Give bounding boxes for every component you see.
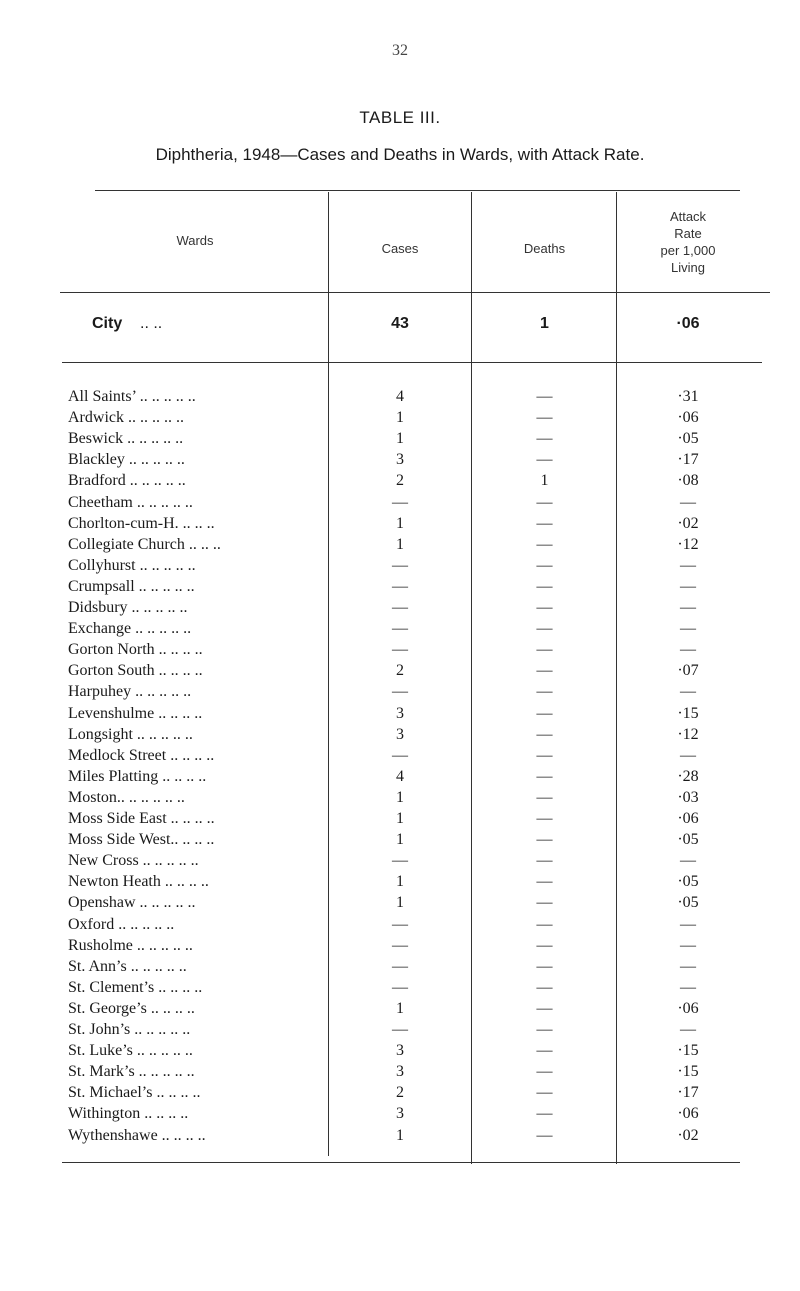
rate-value: ·17 xyxy=(677,1084,699,1102)
deaths-value: — xyxy=(536,852,553,870)
ward-name: St. Michael’s .. .. .. .. xyxy=(68,1084,201,1102)
table-row xyxy=(0,705,800,726)
deaths-value: — xyxy=(536,641,553,659)
deaths-value: — xyxy=(536,1126,553,1144)
page-number: 32 xyxy=(392,42,408,59)
ward-name: St. Luke’s .. .. .. .. .. xyxy=(68,1042,193,1060)
ward-name: Gorton South .. .. .. .. xyxy=(68,662,203,680)
ward-name: Gorton North .. .. .. .. xyxy=(68,641,203,659)
table-row xyxy=(0,451,800,472)
ward-name: Newton Heath .. .. .. .. xyxy=(68,873,209,891)
cases-value: 1 xyxy=(396,810,404,827)
rate-value: — xyxy=(680,957,696,975)
rate-value: ·15 xyxy=(677,1063,699,1081)
deaths-value: — xyxy=(536,978,553,996)
cases-value: 1 xyxy=(396,999,404,1017)
cases-value: 1 xyxy=(396,894,404,912)
table-row xyxy=(0,873,800,894)
deaths-value: — xyxy=(536,577,553,595)
city-bottom-rule xyxy=(62,362,762,363)
table-row xyxy=(0,662,800,683)
rate-value: ·05 xyxy=(677,894,699,912)
table-row xyxy=(0,810,800,831)
ward-name: Oxford .. .. .. .. .. xyxy=(68,915,175,933)
deaths-value: — xyxy=(536,683,553,701)
table-row xyxy=(0,683,800,704)
table-row xyxy=(0,831,800,852)
deaths-value: — xyxy=(536,514,553,532)
header-rate-line: Living xyxy=(671,260,705,275)
table-caption: Diphtheria, 1948—Cases and Deaths in Wards, with Attack Rate. xyxy=(155,145,645,164)
cases-value: 2 xyxy=(396,662,404,680)
ward-name: Blackley .. .. .. .. .. xyxy=(68,451,185,469)
table-row xyxy=(0,894,800,915)
cases-value: — xyxy=(392,978,408,996)
table-row xyxy=(0,916,800,937)
rate-value: ·06 xyxy=(677,999,699,1017)
cases-value: 1 xyxy=(396,535,404,553)
city-leader-dots: .. .. xyxy=(140,315,163,332)
cases-value: 3 xyxy=(396,1042,404,1060)
rate-value: — xyxy=(680,599,696,616)
table-row xyxy=(0,1084,800,1105)
cases-value: — xyxy=(392,852,408,870)
header-attack-rate xyxy=(618,208,758,276)
deaths-value: — xyxy=(536,388,553,405)
table-row xyxy=(0,1021,800,1042)
ward-name: Rusholme .. .. .. .. .. xyxy=(68,936,193,954)
rate-value: ·07 xyxy=(677,662,699,680)
header-wards: Wards xyxy=(176,233,214,248)
cases-value: — xyxy=(392,683,408,701)
deaths-value: — xyxy=(536,725,553,743)
deaths-value: 1 xyxy=(540,472,549,490)
rate-value: ·06 xyxy=(677,1105,699,1123)
ward-name: Moss Side West.. .. .. .. xyxy=(68,831,215,849)
deaths-value: — xyxy=(536,430,553,448)
deaths-value: — xyxy=(536,894,553,912)
table-row xyxy=(0,494,800,515)
deaths-value: — xyxy=(536,1105,553,1123)
ward-name: All Saints’ .. .. .. .. .. xyxy=(68,388,196,405)
cases-value: 3 xyxy=(396,1063,404,1081)
rate-value: ·05 xyxy=(677,873,699,891)
ward-name: Didsbury .. .. .. .. .. xyxy=(68,599,188,616)
ward-name: Miles Platting .. .. .. .. xyxy=(68,767,207,785)
cases-value: 1 xyxy=(396,788,404,806)
table-row xyxy=(0,747,800,768)
cases-value: — xyxy=(392,915,408,933)
cases-value: — xyxy=(392,556,408,574)
table-row xyxy=(0,599,800,620)
table-row xyxy=(0,1105,800,1126)
ward-name: Harpuhey .. .. .. .. .. xyxy=(68,683,192,701)
ward-name: St. Mark’s .. .. .. .. .. xyxy=(68,1063,195,1081)
deaths-value: — xyxy=(536,704,553,722)
rate-value: ·02 xyxy=(677,1126,699,1144)
table-row xyxy=(0,1127,800,1148)
table-row xyxy=(0,1000,800,1021)
table-row xyxy=(0,1063,800,1084)
rate-value: ·03 xyxy=(677,788,699,806)
deaths-value: — xyxy=(536,556,553,574)
table-row xyxy=(0,515,800,536)
rate-value: ·05 xyxy=(677,430,699,448)
cases-value: — xyxy=(392,746,408,764)
deaths-value: — xyxy=(536,831,553,849)
rate-value: — xyxy=(680,746,696,764)
ward-name: Exchange .. .. .. .. .. xyxy=(68,620,192,638)
ward-name: Moss Side East .. .. .. .. xyxy=(68,810,215,827)
table-row xyxy=(0,472,800,493)
deaths-value: — xyxy=(536,746,553,764)
rate-value: ·05 xyxy=(677,831,699,849)
ward-name: St. John’s .. .. .. .. .. xyxy=(68,1021,191,1038)
ward-name: Collegiate Church .. .. .. xyxy=(68,535,221,553)
cases-value: — xyxy=(392,599,408,616)
rate-value: ·12 xyxy=(677,535,699,553)
rate-value: ·28 xyxy=(677,767,699,785)
cases-value: 1 xyxy=(396,409,404,427)
ward-name: Collyhurst .. .. .. .. .. xyxy=(68,556,196,574)
ward-name: Ardwick .. .. .. .. .. xyxy=(68,409,184,427)
rate-value: ·15 xyxy=(677,704,699,722)
deaths-value: — xyxy=(536,493,553,511)
cases-value: 2 xyxy=(396,1084,404,1102)
table-row xyxy=(0,958,800,979)
deaths-value: — xyxy=(536,936,553,954)
ward-name: Cheetham .. .. .. .. .. xyxy=(68,493,193,511)
cases-value: 1 xyxy=(396,873,404,891)
cases-value: — xyxy=(392,493,408,511)
deaths-value: — xyxy=(536,1021,553,1038)
table-bottom-rule xyxy=(62,1162,740,1163)
rate-value: — xyxy=(680,577,696,595)
cases-value: 4 xyxy=(396,388,404,405)
cases-value: 2 xyxy=(396,472,404,490)
ward-name: Longsight .. .. .. .. .. xyxy=(68,725,193,743)
ward-name: St. George’s .. .. .. .. xyxy=(68,999,195,1017)
deaths-value: — xyxy=(536,1042,553,1060)
ward-name: Beswick .. .. .. .. .. xyxy=(68,430,184,448)
rate-value: ·15 xyxy=(677,1042,699,1060)
city-cases: 43 xyxy=(391,315,409,332)
deaths-value: — xyxy=(536,999,553,1017)
deaths-value: — xyxy=(536,788,553,806)
rate-value: ·06 xyxy=(677,409,699,427)
deaths-value: — xyxy=(536,409,553,427)
table-row xyxy=(0,852,800,873)
cases-value: — xyxy=(392,620,408,638)
rate-value: — xyxy=(680,915,696,933)
rate-value: ·12 xyxy=(677,725,699,743)
header-bottom-rule xyxy=(60,292,770,293)
cases-value: 3 xyxy=(396,725,404,743)
ward-name: St. Clement’s .. .. .. .. xyxy=(68,978,203,996)
city-deaths: 1 xyxy=(540,315,549,332)
table-row xyxy=(0,578,800,599)
deaths-value: — xyxy=(536,620,553,638)
ward-name: St. Ann’s .. .. .. .. .. xyxy=(68,957,187,975)
ward-name: Moston.. .. .. .. .. .. xyxy=(68,788,185,806)
ward-name: Withington .. .. .. .. xyxy=(68,1105,189,1123)
deaths-value: — xyxy=(536,451,553,469)
table-row xyxy=(0,409,800,430)
rate-value: — xyxy=(680,641,696,659)
table-row xyxy=(0,388,800,409)
cases-value: — xyxy=(392,1021,408,1038)
table-row xyxy=(0,768,800,789)
deaths-value: — xyxy=(536,662,553,680)
ward-name: Wythenshawe .. .. .. .. xyxy=(68,1126,206,1144)
rate-value: — xyxy=(680,493,696,511)
header-deaths: Deaths xyxy=(523,241,566,256)
rate-value: ·06 xyxy=(677,810,699,827)
deaths-value: — xyxy=(536,535,553,553)
ward-name: Chorlton-cum-H. .. .. .. xyxy=(68,514,215,532)
cases-value: 4 xyxy=(396,767,404,785)
header-cases: Cases xyxy=(381,241,419,256)
deaths-value: — xyxy=(536,810,553,827)
deaths-value: — xyxy=(536,873,553,891)
ward-name: Medlock Street .. .. .. .. xyxy=(68,746,215,764)
table-row xyxy=(0,726,800,747)
table-row xyxy=(0,536,800,557)
rate-value: ·02 xyxy=(677,514,699,532)
deaths-value: — xyxy=(536,599,553,616)
deaths-value: — xyxy=(536,1063,553,1081)
rate-value: ·31 xyxy=(677,388,699,405)
cases-value: — xyxy=(392,957,408,975)
cases-value: 1 xyxy=(396,831,404,849)
cases-value: 3 xyxy=(396,1105,404,1123)
cases-value: — xyxy=(392,577,408,595)
city-label: City xyxy=(92,315,123,332)
rate-value: — xyxy=(680,1021,696,1038)
rate-value: — xyxy=(680,978,696,996)
table-row xyxy=(0,937,800,958)
deaths-value: — xyxy=(536,915,553,933)
ward-name: Crumpsall .. .. .. .. .. xyxy=(68,577,195,595)
rate-value: — xyxy=(680,936,696,954)
header-rate-line: Attack xyxy=(669,209,707,224)
table-row xyxy=(0,557,800,578)
ward-name: Openshaw .. .. .. .. .. xyxy=(68,894,196,912)
rate-value: — xyxy=(680,556,696,574)
rate-value: ·08 xyxy=(677,472,699,490)
ward-name: Levenshulme .. .. .. .. xyxy=(68,704,203,722)
rate-value: — xyxy=(680,683,696,701)
cases-value: — xyxy=(392,641,408,659)
header-top-rule xyxy=(95,190,740,191)
cases-value: 3 xyxy=(396,451,404,469)
header-rate-line: Rate xyxy=(674,226,702,241)
table-title: TABLE III. xyxy=(359,108,441,127)
rate-value: — xyxy=(680,620,696,638)
table-row xyxy=(0,641,800,662)
deaths-value: — xyxy=(536,767,553,785)
cases-value: — xyxy=(392,936,408,954)
cases-value: 1 xyxy=(396,514,404,532)
header-rate-line: per 1,000 xyxy=(660,243,716,258)
city-rate: ·06 xyxy=(676,315,700,332)
table-row xyxy=(0,430,800,451)
cases-value: 1 xyxy=(396,430,404,448)
table-row xyxy=(0,620,800,641)
rate-value: ·17 xyxy=(677,451,699,469)
table-row xyxy=(0,789,800,810)
cases-value: 3 xyxy=(396,704,404,722)
rate-value: — xyxy=(680,852,696,870)
deaths-value: — xyxy=(536,957,553,975)
ward-name: Bradford .. .. .. .. .. xyxy=(68,472,186,490)
deaths-value: — xyxy=(536,1084,553,1102)
ward-name: New Cross .. .. .. .. .. xyxy=(68,852,199,870)
table-row xyxy=(0,1042,800,1063)
cases-value: 1 xyxy=(396,1126,404,1144)
table-row xyxy=(0,979,800,1000)
